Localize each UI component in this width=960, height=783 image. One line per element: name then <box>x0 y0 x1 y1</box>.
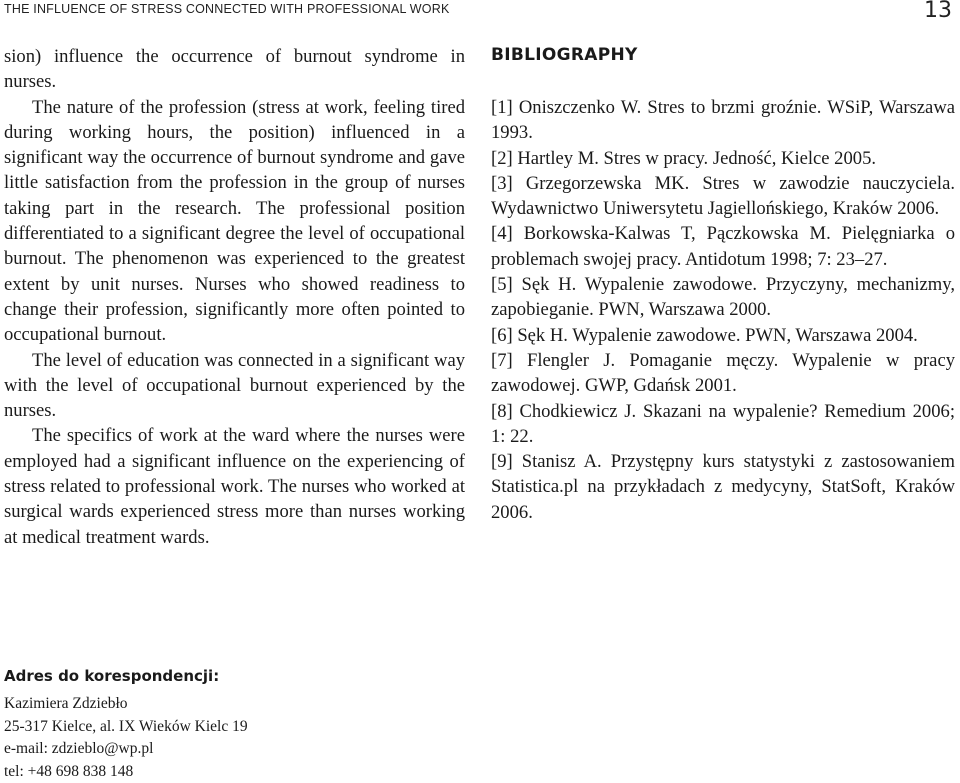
bibliography-item: [1] Oniszczenko W. Stres to brzmi groźnie. WSiP, Warszawa 1993. <box>491 95 955 146</box>
bibliography-item: [2] Hartley M. Stres w pracy. Jedność, Kielce 2005. <box>491 146 955 171</box>
postal-address: 25-317 Kielce, al. IX Wieków Kielc 19 <box>4 716 504 739</box>
correspondence-heading: Adres do korespondencji: <box>4 666 504 686</box>
bibliography-item: [3] Grzegorzewska MK. Stres w zawodzie nauczyciela. Wydawnictwo Uniwersytetu Jagiellońskiego, Kraków 2006. <box>491 171 955 222</box>
running-header: THE INFLUENCE OF STRESS CONNECTED WITH PROFESSIONAL WORK <box>4 2 450 16</box>
correspondence-block <box>4 666 504 783</box>
bibliography-item: [7] Flengler J. Pomaganie męczy. Wypalenie w pracy zawodowej. GWP, Gdańsk 2001. <box>491 348 955 399</box>
paragraph-education-level: The level of education was connected in a significant way with the level of occupational burnout experienced by the nurses. <box>4 348 465 424</box>
bibliography-item: [4] Borkowska-Kalwas T, Pączkowska M. Pielęgniarka o problemach swojej pracy. Antidotum 1998; 7: 23–27. <box>491 221 955 272</box>
bibliography-list <box>491 95 955 525</box>
author-name: Kazimiera Zdziebło <box>4 693 504 716</box>
bibliography-item: [6] Sęk H. Wypalenie zawodowe. PWN, Warszawa 2004. <box>491 323 955 348</box>
bibliography-item: [5] Sęk H. Wypalenie zawodowe. Przyczyny, mechanizmy, zapobieganie. PWN, Warszawa 2000. <box>491 272 955 323</box>
bibliography-item: [8] Chodkiewicz J. Skazani na wypalenie? Remedium 2006; 1: 22. <box>491 399 955 450</box>
page-number: 13 <box>924 0 952 23</box>
paragraph-profession-nature: The nature of the profession (stress at work, feeling tired during working hours, the position) influenced in a significant way the occurrence of burnout syndrome and gave little satisfaction from the profession in the group of nurses taking part in the research. The professional position differentiated to a significant degree the level of occupational burnout. The phenomenon was experienced to the greatest extent by unit nurses. Nurses who showed readiness to change their profession, significantly more often pointed to occupational burnout. <box>4 95 465 348</box>
bibliography-item: [9] Stanisz A. Przystępny kurs statystyki z zastosowaniem Statistica.pl na przykładach z medycyny, StatSoft, Kraków 2006. <box>491 449 955 525</box>
body-text-column <box>4 44 465 550</box>
paragraph-ward-specifics: The specifics of work at the ward where the nurses were employed had a significant influence on the experiencing of stress related to professional work. The nurses who worked at surgical wards experienced stress more than nurses working at medical treatment wards. <box>4 423 465 549</box>
bibliography-heading: BIBLIOGRAPHY <box>491 44 955 66</box>
email-address: e-mail: zdzieblo@wp.pl <box>4 738 504 761</box>
paragraph-continuation: sion) influence the occurrence of burnout syndrome in nurses. <box>4 44 465 95</box>
bibliography-section <box>491 44 955 525</box>
phone-number: tel: +48 698 838 148 <box>4 761 504 783</box>
